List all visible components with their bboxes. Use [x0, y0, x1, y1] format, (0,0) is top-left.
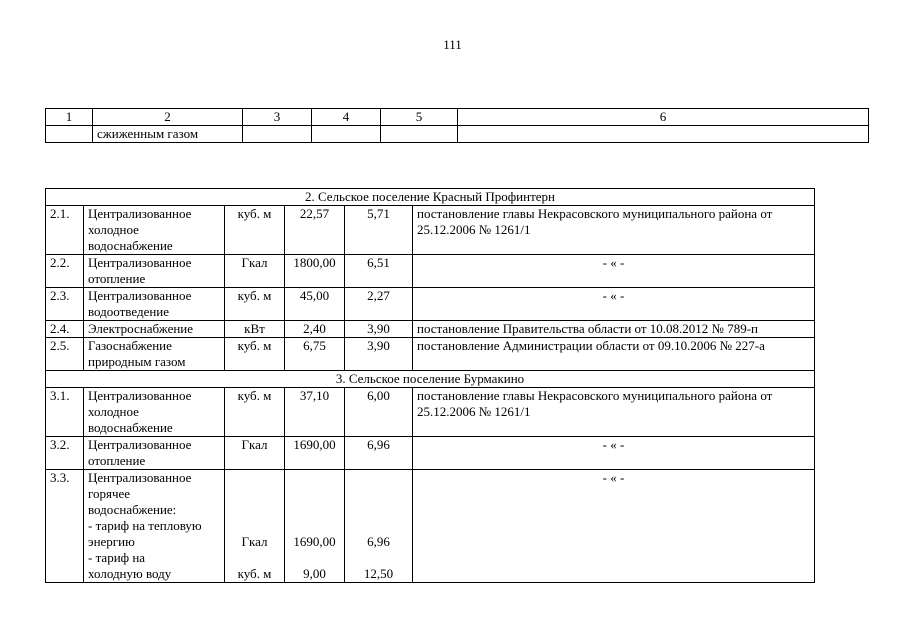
name-line: - тариф на: [88, 550, 146, 565]
row-number: 2.3.: [46, 288, 84, 321]
row-number: 2.5.: [46, 338, 84, 371]
header-table: [45, 108, 869, 143]
value-1: 22,57: [285, 206, 345, 255]
rate-water: 12,50: [363, 566, 394, 581]
row-number: 2.4.: [46, 321, 84, 338]
value-1: [285, 470, 345, 583]
value-1: 2,40: [285, 321, 345, 338]
table-cell: сжиженным газом: [93, 126, 243, 143]
col-num-cell: 1: [46, 109, 93, 126]
service-name: Электроснабжение: [84, 321, 225, 338]
service-name: Централизованное холодное водоснабжение: [84, 388, 225, 437]
col-num-cell: 4: [312, 109, 381, 126]
value-2: [345, 470, 413, 583]
unit: куб. м: [225, 388, 285, 437]
document-ref: постановление Правительства области от 10.08.2012 № 789-п: [413, 321, 815, 338]
table-cell: [312, 126, 381, 143]
table-row: [46, 255, 815, 288]
name-line: горячее: [88, 486, 131, 501]
column-number-row: [46, 109, 869, 126]
section-title: 2. Сельское поселение Красный Профинтерн: [46, 189, 815, 206]
row-number: 2.2.: [46, 255, 84, 288]
table-cell: [458, 126, 869, 143]
value-2: 6,00: [345, 388, 413, 437]
row-number: 3.2.: [46, 437, 84, 470]
document-ref: - « -: [413, 437, 815, 470]
value-2: 2,27: [345, 288, 413, 321]
value-2: 3,90: [345, 338, 413, 371]
table-row: [46, 388, 815, 437]
page-number: 111: [443, 37, 462, 52]
table-row: [46, 288, 815, 321]
value-1: 45,00: [285, 288, 345, 321]
name-line: Централизованное: [88, 470, 192, 485]
value-2: 6,96: [345, 437, 413, 470]
table-cell: [381, 126, 458, 143]
value-1: 37,10: [285, 388, 345, 437]
unit: Гкал: [225, 255, 285, 288]
document-ref: постановление Администрации области от 09.10.2006 № 227-а: [413, 338, 815, 371]
value-1: 6,75: [285, 338, 345, 371]
table-row: [46, 321, 815, 338]
service-name: Централизованное отопление: [84, 437, 225, 470]
name-line: энергию: [88, 534, 135, 549]
unit: кВт: [225, 321, 285, 338]
name-line: холодную воду: [88, 566, 172, 581]
value-heat: 1690,00: [293, 534, 336, 549]
table-row: [46, 470, 815, 583]
table-row: [46, 338, 815, 371]
col-num-cell: 2: [93, 109, 243, 126]
document-ref: постановление главы Некрасовского муниципального района от 25.12.2006 № 1261/1: [413, 388, 815, 437]
section-header-row: [46, 371, 815, 388]
unit: куб. м: [225, 288, 285, 321]
unit: куб. м: [225, 206, 285, 255]
table-row: [46, 437, 815, 470]
value-1: 1800,00: [285, 255, 345, 288]
row-number: 3.3.: [46, 470, 84, 583]
service-name: [84, 470, 225, 583]
name-line: водоснабжение:: [88, 502, 177, 517]
table-row: [46, 206, 815, 255]
value-2: 6,51: [345, 255, 413, 288]
service-name: Централизованное водоотведение: [84, 288, 225, 321]
unit-water: куб. м: [237, 566, 272, 581]
document-ref: - « -: [413, 255, 815, 288]
continuation-row: [46, 126, 869, 143]
col-num-cell: 3: [243, 109, 312, 126]
document-ref: постановление главы Некрасовского муниципального района от 25.12.2006 № 1261/1: [413, 206, 815, 255]
table-cell: [243, 126, 312, 143]
tariff-table: [45, 188, 815, 583]
unit: куб. м: [225, 338, 285, 371]
service-name: Централизованное отопление: [84, 255, 225, 288]
unit: Гкал: [225, 437, 285, 470]
value-1: 1690,00: [285, 437, 345, 470]
table-cell: [46, 126, 93, 143]
value-water: 9,00: [303, 566, 326, 581]
rate-heat: 6,96: [367, 534, 390, 549]
service-name: Централизованное холодное водоснабжение: [84, 206, 225, 255]
unit: [225, 470, 285, 583]
service-name: Газоснабжение природным газом: [84, 338, 225, 371]
document-ref: - « -: [413, 288, 815, 321]
col-num-cell: 5: [381, 109, 458, 126]
value-2: 5,71: [345, 206, 413, 255]
name-line: - тариф на тепловую: [88, 518, 202, 533]
value-2: 3,90: [345, 321, 413, 338]
section-title: 3. Сельское поселение Бурмакино: [46, 371, 815, 388]
col-num-cell: 6: [458, 109, 869, 126]
section-header-row: [46, 189, 815, 206]
row-number: 3.1.: [46, 388, 84, 437]
row-number: 2.1.: [46, 206, 84, 255]
document-ref: - « -: [413, 470, 815, 583]
unit-heat: Гкал: [241, 534, 268, 549]
